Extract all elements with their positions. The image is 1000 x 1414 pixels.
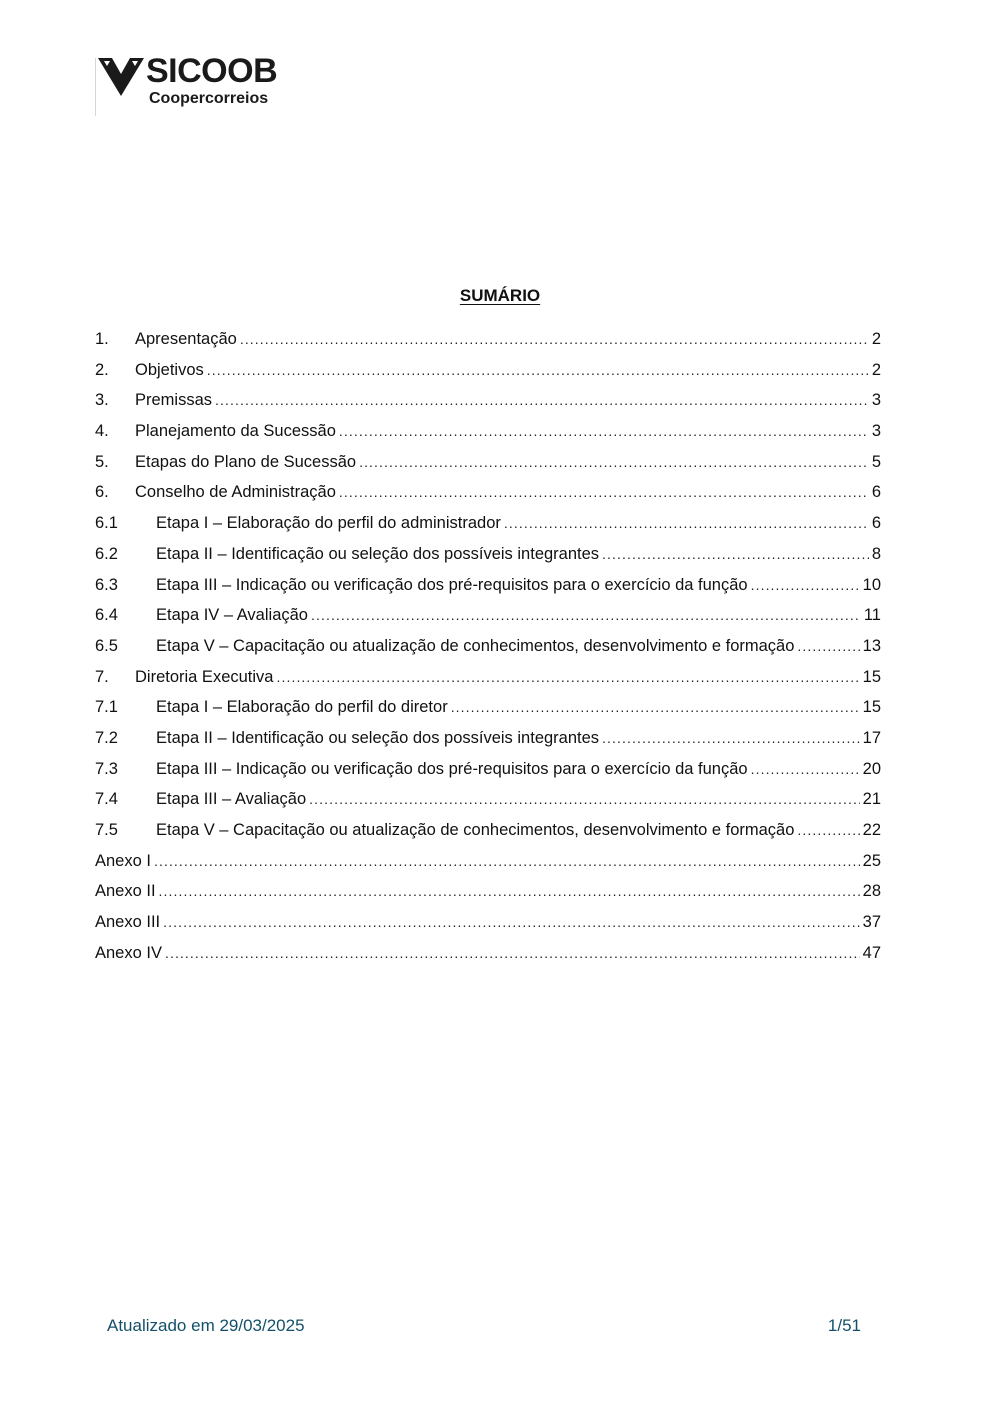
toc-entry-number: 6.2 (95, 544, 118, 563)
toc-entry[interactable] (95, 477, 881, 508)
toc-entry-label: Etapa V – Capacitação ou atualização de conhecimentos, desenvolvimento e formação (156, 636, 795, 655)
toc-entry[interactable] (95, 723, 881, 754)
toc-entry-page: 11 (863, 606, 881, 625)
toc-entry-page: 15 (862, 698, 881, 717)
toc-title: SUMÁRIO (459, 286, 541, 305)
toc-entry-number: 6.4 (95, 606, 118, 625)
toc-entry-number: 7. (95, 667, 109, 686)
toc-entry-page: 8 (871, 544, 881, 563)
toc-entry-label: Etapa I – Elaboração do perfil do administrador (156, 514, 501, 533)
toc-entry-label: Etapa V – Capacitação ou atualização de conhecimentos, desenvolvimento e formação (156, 821, 795, 839)
toc-leader-dots (165, 938, 860, 969)
toc-entry-number: 1. (95, 330, 109, 348)
toc-entry[interactable] (95, 324, 881, 355)
toc-entry-page: 10 (862, 575, 881, 594)
toc-entry-number: 5. (95, 452, 109, 471)
toc-entry-label: Etapa III – Avaliação (156, 790, 307, 809)
toc-entry-number: 6.3 (95, 575, 118, 594)
toc-entry-label: Apresentação (135, 330, 237, 348)
toc-entry[interactable] (95, 938, 881, 969)
toc-leader-dots (207, 355, 869, 386)
toc-entry-label: Anexo III (95, 913, 161, 932)
toc-entry-number: 7.3 (95, 759, 118, 778)
footer-updated-date: Atualizado em 29/03/2025 (107, 1316, 305, 1335)
toc-entry-number: 2. (95, 360, 109, 379)
table-of-contents (95, 324, 881, 968)
toc-entry-page: 28 (862, 882, 881, 901)
sicoob-triangle-logo-icon (98, 58, 144, 96)
toc-entry-number: 6. (95, 483, 109, 502)
toc-entry-page: 5 (871, 452, 881, 471)
toc-entry-label: Etapa II – Identificação ou seleção dos possíveis integrantes (156, 728, 600, 747)
toc-entry-page: 13 (862, 636, 881, 655)
toc-entry[interactable] (95, 508, 881, 539)
toc-entry[interactable] (95, 600, 881, 631)
toc-entry-page: 17 (862, 728, 881, 747)
toc-entry-page: 6 (871, 483, 881, 502)
toc-entry-page: 37 (862, 913, 881, 932)
toc-entry-label: Anexo IV (95, 943, 162, 962)
toc-entry[interactable] (95, 907, 881, 938)
logo-name: SICOOB (146, 52, 278, 90)
toc-leader-dots (751, 754, 860, 785)
toc-entry-page: 47 (862, 943, 881, 962)
toc-entry-number: 4. (95, 422, 109, 441)
toc-entry-number: 6.1 (95, 514, 118, 533)
toc-entry-label: Anexo II (95, 882, 156, 901)
toc-entry-page: 15 (862, 667, 881, 686)
toc-entry[interactable] (95, 754, 881, 785)
toc-entry-number: 7.2 (95, 728, 118, 747)
toc-entry-page: 25 (862, 851, 881, 870)
toc-leader-dots (311, 600, 861, 631)
toc-entry-number: 3. (95, 391, 109, 410)
footer-page-number: 1/51 (827, 1316, 861, 1335)
toc-entry-page: 2 (871, 360, 881, 379)
toc-entry-label: Etapa IV – Avaliação (156, 606, 308, 625)
toc-leader-dots (276, 662, 859, 693)
toc-leader-dots (309, 784, 860, 815)
toc-entry[interactable] (95, 416, 881, 447)
toc-entry-label: Premissas (135, 391, 213, 410)
toc-leader-dots (240, 324, 869, 355)
logo (96, 52, 296, 118)
toc-leader-dots (797, 815, 859, 846)
toc-entry-label: Planejamento da Sucessão (135, 422, 336, 441)
toc-leader-dots (451, 692, 860, 723)
toc-entry-number: 7.4 (95, 790, 118, 809)
toc-entry[interactable] (95, 692, 881, 723)
toc-entry[interactable] (95, 631, 881, 662)
toc-leader-dots (602, 723, 860, 754)
toc-leader-dots (154, 846, 860, 877)
toc-entry[interactable] (95, 784, 881, 815)
toc-entry[interactable] (95, 815, 881, 846)
toc-entry-label: Objetivos (135, 360, 204, 379)
toc-entry[interactable] (95, 385, 881, 416)
toc-entry[interactable] (95, 876, 881, 907)
toc-entry[interactable] (95, 355, 881, 386)
toc-leader-dots (797, 631, 859, 662)
toc-leader-dots (504, 508, 869, 539)
toc-entry-label: Etapa III – Indicação ou verificação dos pré-requisitos para o exercício da função (156, 759, 748, 778)
toc-leader-dots (339, 477, 869, 508)
toc-leader-dots (751, 570, 860, 601)
toc-entry[interactable] (95, 662, 881, 693)
toc-entry[interactable] (95, 846, 881, 877)
toc-entry-page: 3 (871, 391, 881, 410)
logo-subtitle: Coopercorreios (149, 90, 269, 107)
toc-leader-dots (339, 416, 869, 447)
toc-entry-page: 2 (871, 330, 881, 348)
toc-leader-dots (359, 447, 869, 478)
toc-entry-label: Etapas do Plano de Sucessão (135, 452, 357, 471)
toc-entry-number: 6.5 (95, 636, 118, 655)
toc-entry-number: 7.5 (95, 821, 118, 839)
toc-entry-label: Conselho de Administração (135, 483, 336, 502)
toc-leader-dots (159, 876, 860, 907)
toc-entry-page: 20 (862, 759, 881, 778)
toc-entry-page: 3 (871, 422, 881, 441)
toc-entry-page: 21 (862, 790, 881, 809)
toc-entry-number: 7.1 (95, 698, 118, 717)
toc-leader-dots (602, 539, 869, 570)
toc-entry-label: Diretoria Executiva (135, 667, 274, 686)
toc-entry[interactable] (95, 447, 881, 478)
toc-entry-label: Etapa II – Identificação ou seleção dos possíveis integrantes (156, 544, 600, 563)
toc-entry[interactable] (95, 570, 881, 601)
toc-entry-label: Anexo I (95, 851, 151, 870)
toc-entry-label: Etapa III – Indicação ou verificação dos pré-requisitos para o exercício da função (156, 575, 748, 594)
toc-entry-page: 6 (871, 514, 881, 533)
toc-entry-label: Etapa I – Elaboração do perfil do diretor (156, 698, 448, 717)
toc-leader-dots (215, 385, 869, 416)
toc-entry[interactable] (95, 539, 881, 570)
toc-leader-dots (163, 907, 860, 938)
toc-entry-page: 22 (862, 821, 881, 839)
